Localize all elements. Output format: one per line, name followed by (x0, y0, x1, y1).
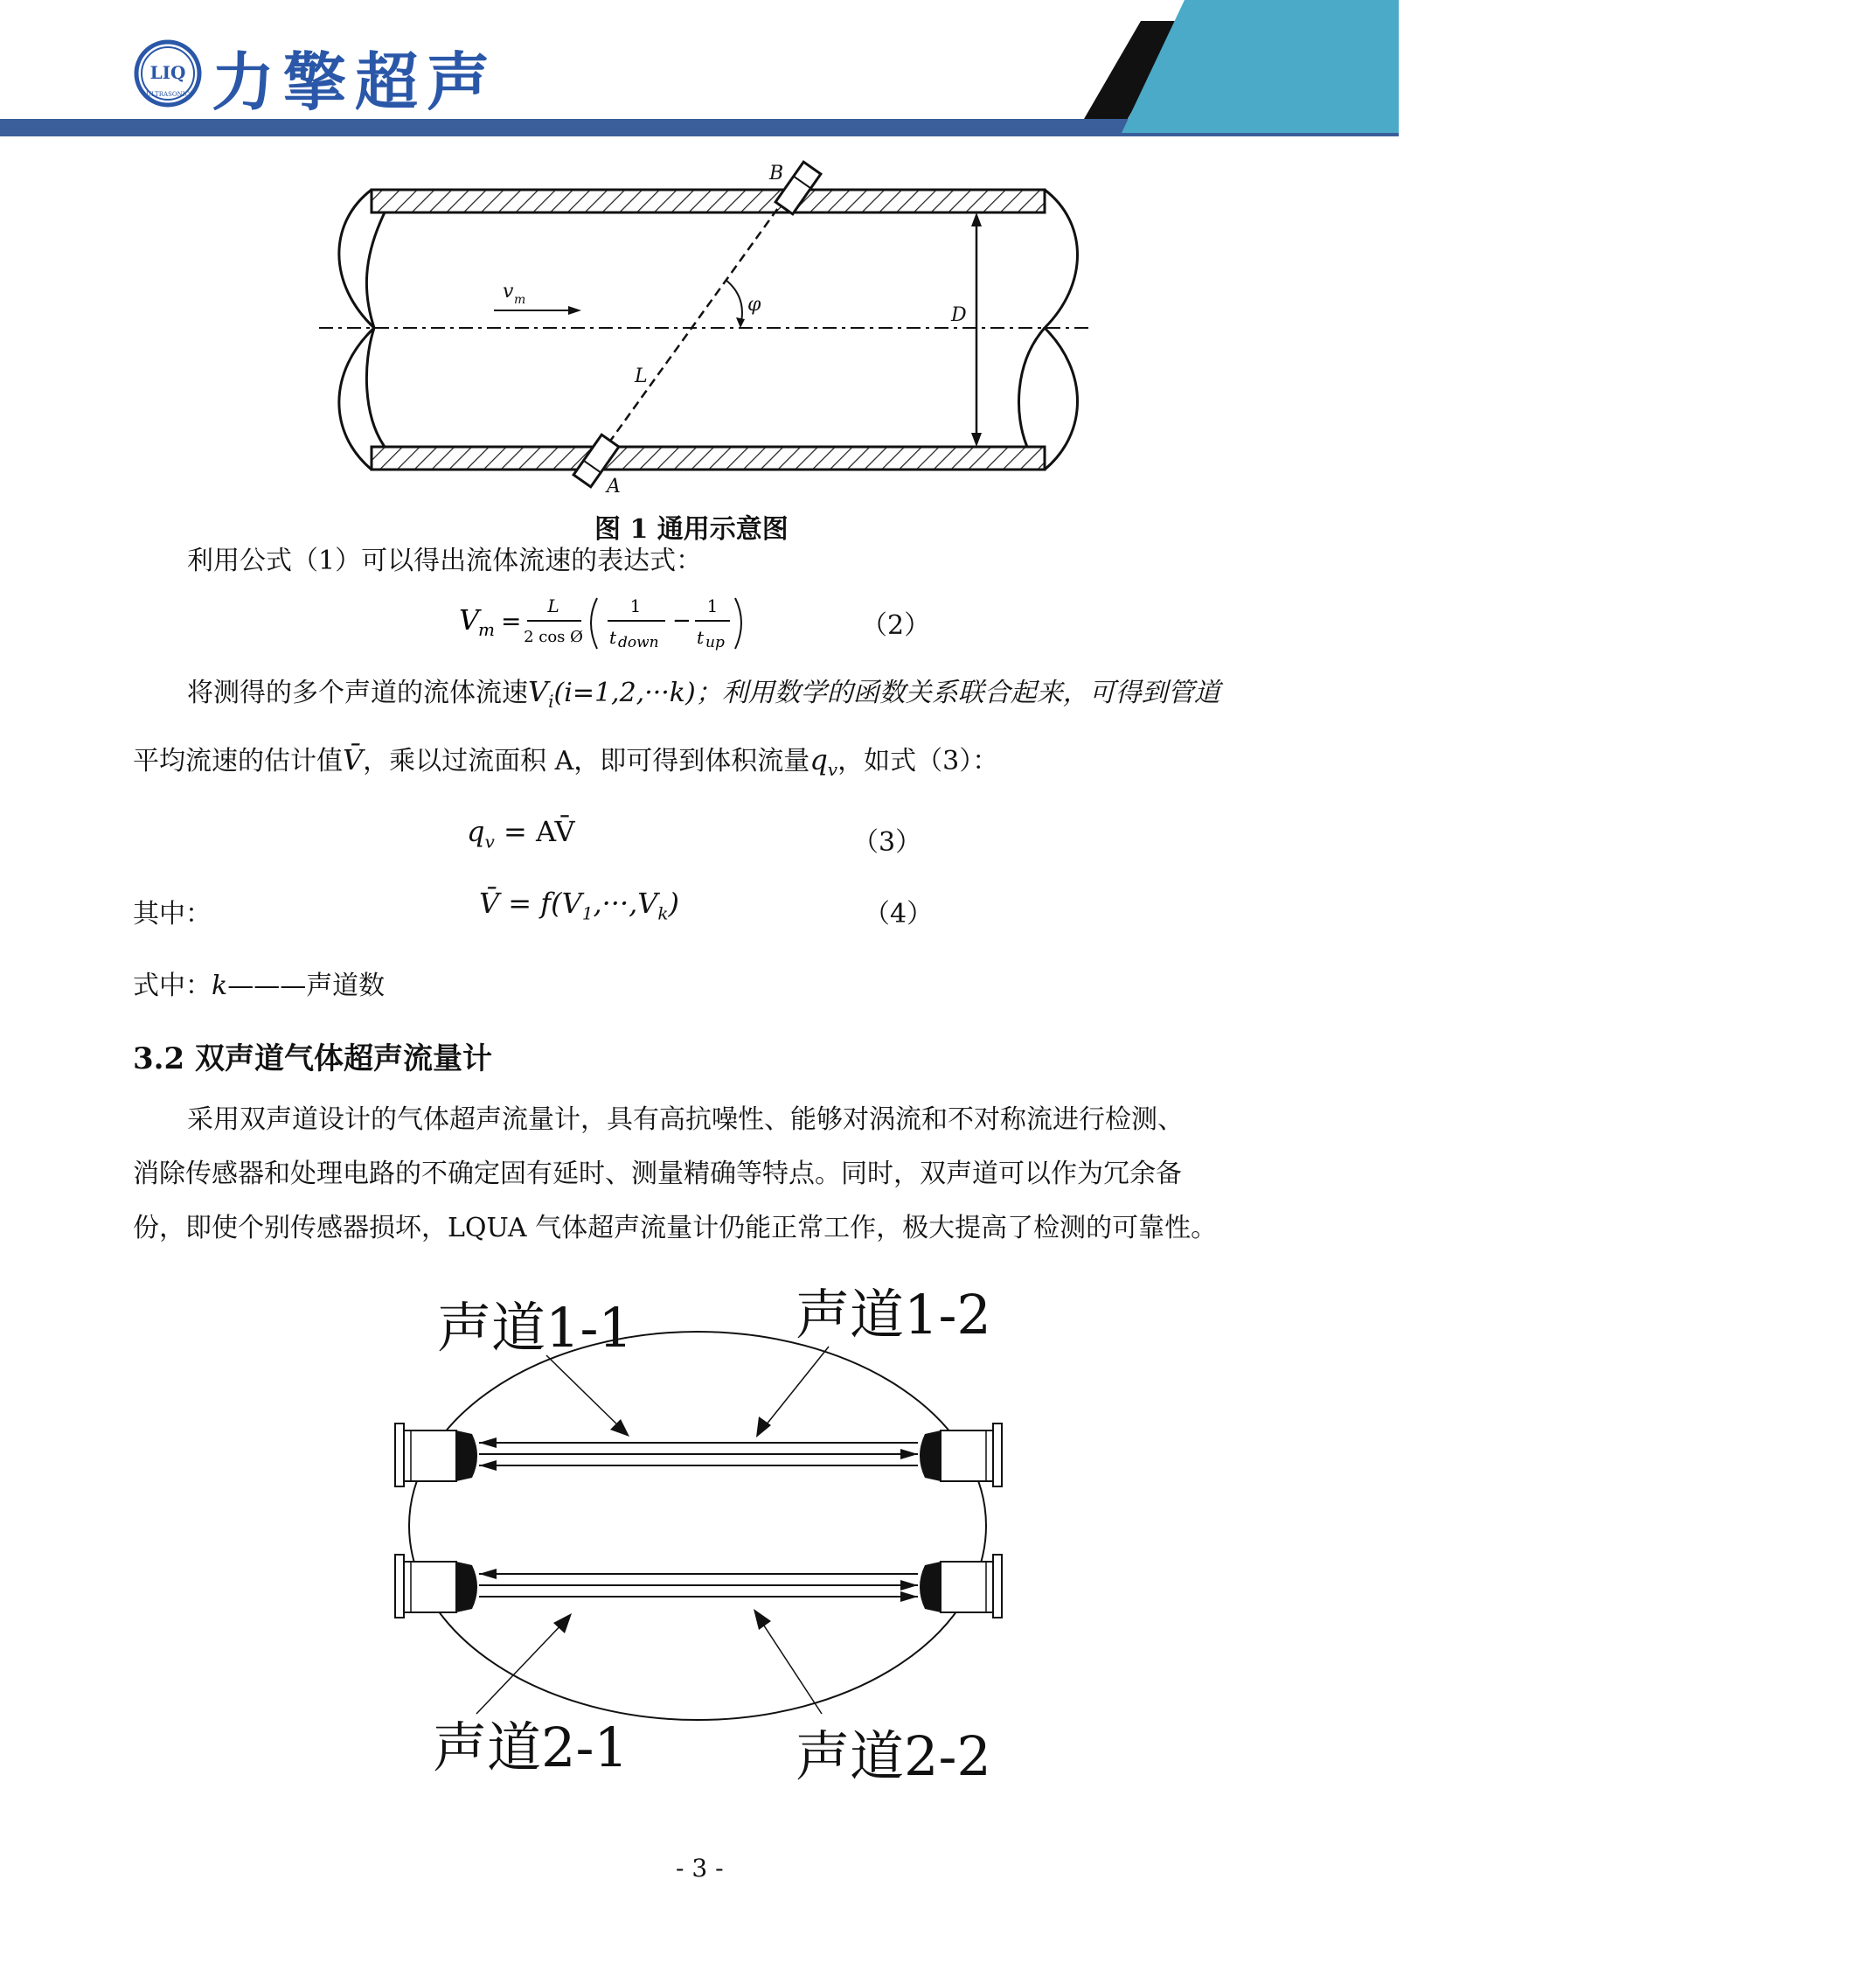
logo-subtext: ULTRASONIC (146, 91, 190, 98)
svg-text:2 cos Ø: 2 cos Ø (524, 628, 583, 646)
svg-text:up: up (705, 634, 725, 651)
pipe-right-end (1045, 190, 1078, 470)
transducer-left-bottom (395, 1555, 477, 1618)
figure1-caption: 图 1 通用示意图 (594, 514, 789, 545)
equation-2-number: （2） (861, 610, 931, 641)
svg-text:m: m (478, 619, 495, 640)
section-title: 3.2 双声道气体超声流量计 (133, 1041, 492, 1076)
pipe-cross-section (409, 1332, 986, 1720)
paragraph-average: 平均流速的估计值V̄，乘以过流面积 A，即可得到体积流量$q_v$，如式（3）： (133, 743, 999, 780)
logo-icon (136, 42, 199, 105)
figure1-pipe-diagram (315, 153, 1101, 503)
section-line-1: 采用双声道设计的气体超声流量计，具有高抗噪性、能够对涡流和不对称流进行检测、 (187, 1104, 1184, 1135)
pipe-left-end (339, 190, 374, 470)
svg-text:t: t (697, 627, 705, 648)
sound-path-L (600, 186, 794, 456)
svg-text:1: 1 (706, 595, 719, 616)
svg-text:1: 1 (629, 595, 642, 616)
label-A: A (607, 476, 621, 498)
label-B: B (769, 163, 784, 184)
section-line-3: 份，即使个别传感器损坏，LQUA 气体超声流量计仍能正常工作，极大提高了检测的可靠性。 (133, 1213, 1218, 1243)
label-channel-2-1: 声道2-1 (433, 1716, 629, 1779)
pipe-top-wall (372, 190, 1045, 212)
header-cyan-block (1122, 0, 1399, 133)
svg-text:=: = (501, 607, 522, 636)
leader-ch22 (759, 1618, 822, 1714)
leader-ch21 (476, 1619, 566, 1714)
svg-text:down: down (618, 634, 659, 651)
svg-text:t: t (609, 627, 617, 648)
page-number: - 3 - (676, 1854, 724, 1883)
label-vm-sub: m (514, 293, 526, 307)
pipe-bottom-wall (372, 447, 1045, 470)
label-D: D (951, 304, 967, 326)
paragraph-channels: 将测得的多个声道的流体流速$V_i(i=1,2,\cdot\cdot\cdot k)$；利用数学的函数关系联合起来，可得到管道 (187, 675, 1220, 712)
svg-text:V: V (459, 603, 480, 637)
svg-text:−: − (672, 608, 691, 634)
label-vm: v (503, 281, 514, 303)
equation-2-svg (459, 586, 774, 656)
transducer-right-bottom (920, 1555, 1002, 1618)
logo-letters: LIQ (149, 62, 186, 83)
leader-ch12 (762, 1347, 829, 1430)
leader-ch11 (546, 1355, 622, 1430)
transducer-left-top (395, 1424, 477, 1486)
label-channel-2-2: 声道2-2 (796, 1724, 991, 1788)
equation-3: $q_v$ = AV̄ (467, 815, 575, 853)
transducer-right-top (920, 1424, 1002, 1486)
label-L: L (635, 365, 648, 387)
page-header (0, 0, 1876, 140)
top-channel-beams (479, 1443, 918, 1465)
label-channel-1-1: 声道1-1 (437, 1296, 633, 1360)
where-label: 其中： (133, 899, 212, 929)
k-definition: 式中：k———声道数 (133, 971, 386, 1001)
brand-name: 力擎超声 (212, 45, 499, 119)
equation-3-number: （3） (852, 827, 922, 858)
label-channel-1-2: 声道1-2 (796, 1283, 991, 1347)
svg-text:L: L (547, 595, 559, 616)
equation-4: V̄ = $f(V_1,\cdot\cdot\cdot,V_k)$ (479, 887, 680, 924)
paragraph-formula-intro: 利用公式（1）可以得出流体流速的表达式： (187, 546, 703, 576)
bottom-channel-beams (479, 1574, 918, 1597)
figure2-dual-channel-diagram (385, 1259, 1014, 1801)
section-line-2: 消除传感器和处理电路的不确定固有延时、测量精确等特点。同时，双声道可以作为冗余备 (133, 1159, 1182, 1189)
equation-4-number: （4） (864, 899, 934, 929)
label-phi: φ (747, 294, 761, 316)
